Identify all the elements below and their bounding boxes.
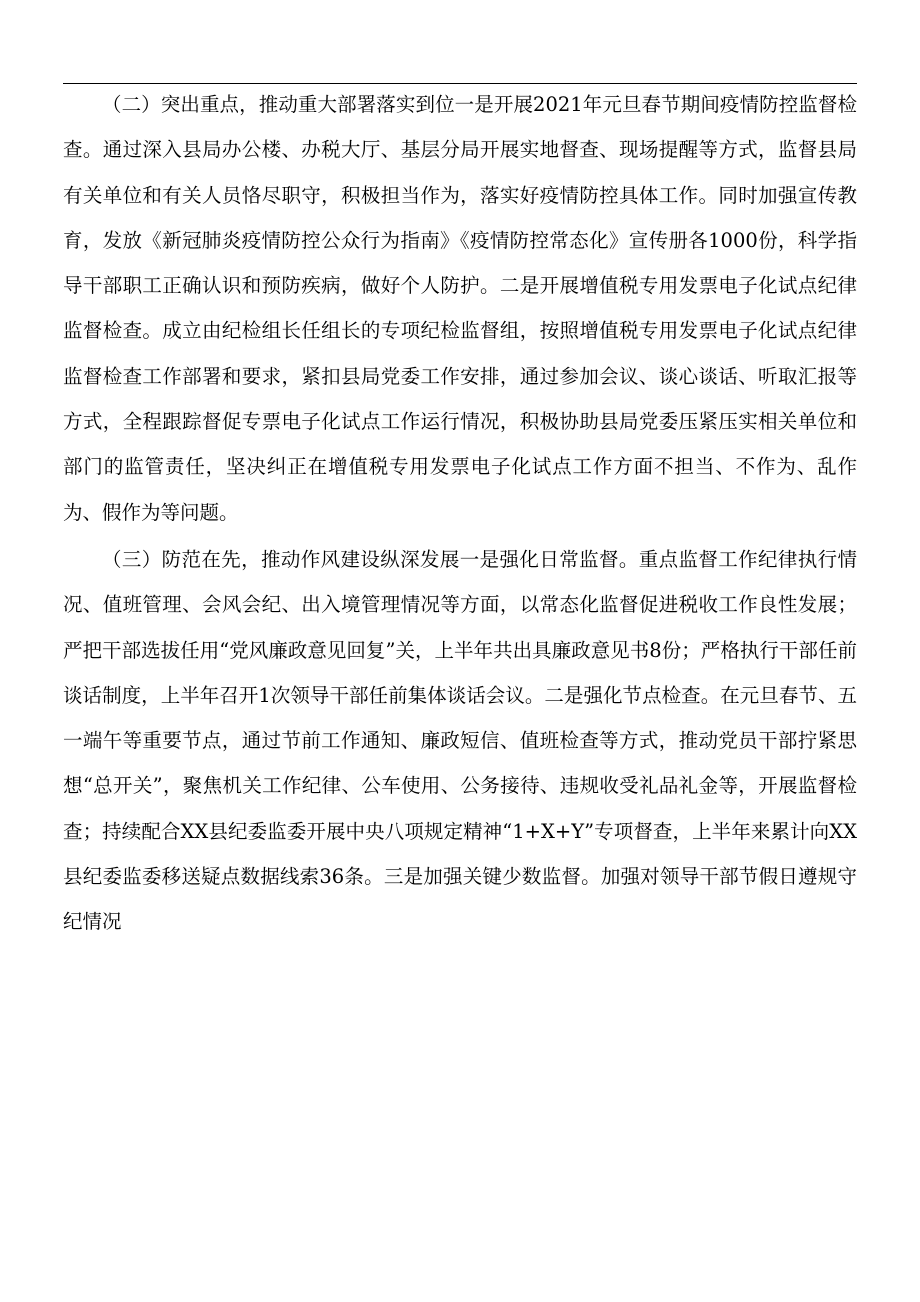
body-text: [63, 82, 857, 945]
paragraph-two: （二）突出重点，推动重大部署落实到位一是开展2021年元旦春节期间疫情防控监督检查。通过深入县局办公楼、办税大厅、基层分局开展实地督查、现场提醒等方式，监督县局有关单位和有关人员恪尽职守，积极担当作为，落实好疫情防控具体工作。同时加强宣传教育，发放《新冠肺炎疫情防控公众行为指南》《疫情防控常态化》宣传册各1000份，科学指导干部职工正确认识和预防疾病，做好个人防护。二是开展增值税专用发票电子化试点纪律监督检查。成立由纪检组长任组长的专项纪检监督组，按照增值税专用发票电子化试点纪律监督检查工作部署和要求，紧扣县局党委工作安排，通过参加会议、谈心谈话、听取汇报等方式，全程跟踪督促专票电子化试点工作运行情况，积极协助县局党委压紧压实相关单位和部门的监管责任，坚决纠正在增值税专用发票电子化试点工作方面不担当、不作为、乱作为、假作为等问题。: [63, 93, 857, 524]
paragraph-three: （三）防范在先，推动作风建设纵深发展一是强化日常监督。重点监督工作纪律执行情况、值班管理、会风会纪、出入境管理情况等方面，以常态化监督促进税收工作良性发展；严把干部选拔任用“党风廉政意见回复”关，上半年共出具廉政意见书8份；严格执行干部任前谈话制度，上半年召开1次领导干部任前集体谈话会议。二是强化节点检查。在元旦春节、五一端午等重要节点，通过节前工作通知、廉政短信、值班检查等方式，推动党员干部拧紧思想“总开关”，聚焦机关工作纪律、公车使用、公务接待、违规收受礼品礼金等，开展监督检查；持续配合XX县纪委监委开展中央八项规定精神“1+X+Y”专项督查，上半年来累计向XX县纪委监委移送疑点数据线索36条。三是加强关键少数监督。加强对领导干部节假日遵规守纪情况: [63, 547, 857, 934]
